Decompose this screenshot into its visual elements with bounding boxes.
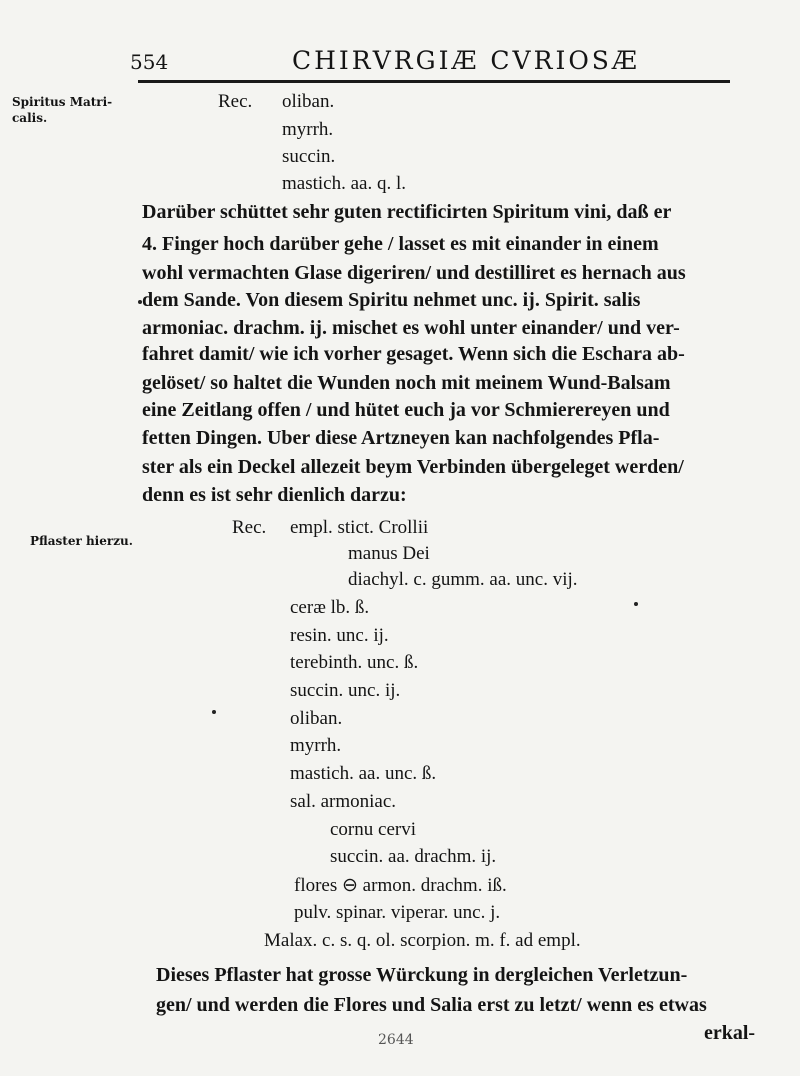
body-line: armoniac. drachm. ij. mischet es wohl unter einander/ und ver- [142, 317, 680, 339]
recipe-item: myrrh. [290, 735, 342, 756]
body-line: gelöset/ so haltet die Wunden noch mit meinem Wund-Balsam [142, 372, 671, 394]
margin-note-line-2: calis. [12, 111, 48, 125]
recipe-item: mastich. aa. unc. ß. [290, 763, 437, 784]
recipe-item: myrrh. [282, 119, 334, 140]
signature-mark: 2644 [378, 1032, 414, 1048]
recipe-item: cornu cervi [330, 819, 416, 840]
print-speck [138, 300, 142, 304]
print-speck [212, 710, 216, 714]
recipe-rec-label: Rec. [218, 91, 253, 112]
recipe-item: succin. aa. drachm. ij. [330, 846, 497, 867]
body-line: fetten Dingen. Uber diese Artzneyen kan nachfolgendes Pfla- [142, 427, 660, 449]
recipe-item: mastich. aa. q. l. [282, 173, 406, 194]
catchword: erkal- [704, 1022, 756, 1044]
recipe-item: oliban. [282, 91, 335, 112]
recipe-item: Malax. c. s. q. ol. scorpion. m. f. ad empl. [264, 930, 581, 951]
print-speck [634, 602, 638, 606]
body-line: Dieses Pflaster hat grosse Würckung in dergleichen Verletzun- [156, 964, 688, 986]
body-line: fahret damit/ wie ich vorher gesaget. Wenn sich die Eschara ab- [142, 343, 685, 365]
recipe-item: manus Dei [348, 543, 430, 564]
recipe-item: oliban. [290, 708, 343, 729]
recipe-item: succin. [282, 146, 336, 167]
recipe-rec-label: Rec. [232, 517, 267, 538]
recipe-item: sal. armoniac. [290, 791, 397, 812]
body-line: Darüber schüttet sehr guten rectificirten Spiritum vini, daß er [142, 201, 672, 223]
body-line: eine Zeitlang offen / und hütet euch ja vor Schmierereyen und [142, 399, 670, 421]
page-number: 554 [130, 50, 169, 74]
recipe-item: ceræ lb. ß. [290, 597, 370, 618]
body-line: ster als ein Deckel allezeit beym Verbinden übergeleget werden/ [142, 456, 684, 478]
margin-note-plaster: Pflaster hierzu. [30, 534, 133, 548]
recipe-item: empl. stict. Crollii [290, 517, 429, 538]
recipe-item: flores ⊖ armon. drachm. iß. [294, 875, 507, 896]
body-line: denn es ist sehr dienlich darzu: [142, 484, 407, 506]
running-header: CHIRVRGIÆ CVRIOSÆ [292, 46, 640, 75]
recipe-item: pulv. spinar. viperar. unc. j. [294, 902, 501, 923]
body-line: dem Sande. Von diesem Spiritu nehmet unc. ij. Spirit. salis [142, 289, 641, 311]
recipe-item: resin. unc. ij. [290, 625, 389, 646]
body-line: gen/ und werden die Flores und Salia erst zu letzt/ wenn es etwas [156, 994, 707, 1016]
recipe-item: terebinth. unc. ß. [290, 652, 419, 673]
body-line: wohl vermachten Glase digeriren/ und destilliret es hernach aus [142, 262, 686, 284]
margin-note-line-1: Spiritus Matri- [12, 95, 113, 109]
header-rule [138, 80, 730, 83]
body-line: 4. Finger hoch darüber gehe / lasset es mit einander in einem [142, 233, 659, 255]
recipe-item: diachyl. c. gumm. aa. unc. vij. [348, 569, 578, 590]
recipe-item: succin. unc. ij. [290, 680, 401, 701]
